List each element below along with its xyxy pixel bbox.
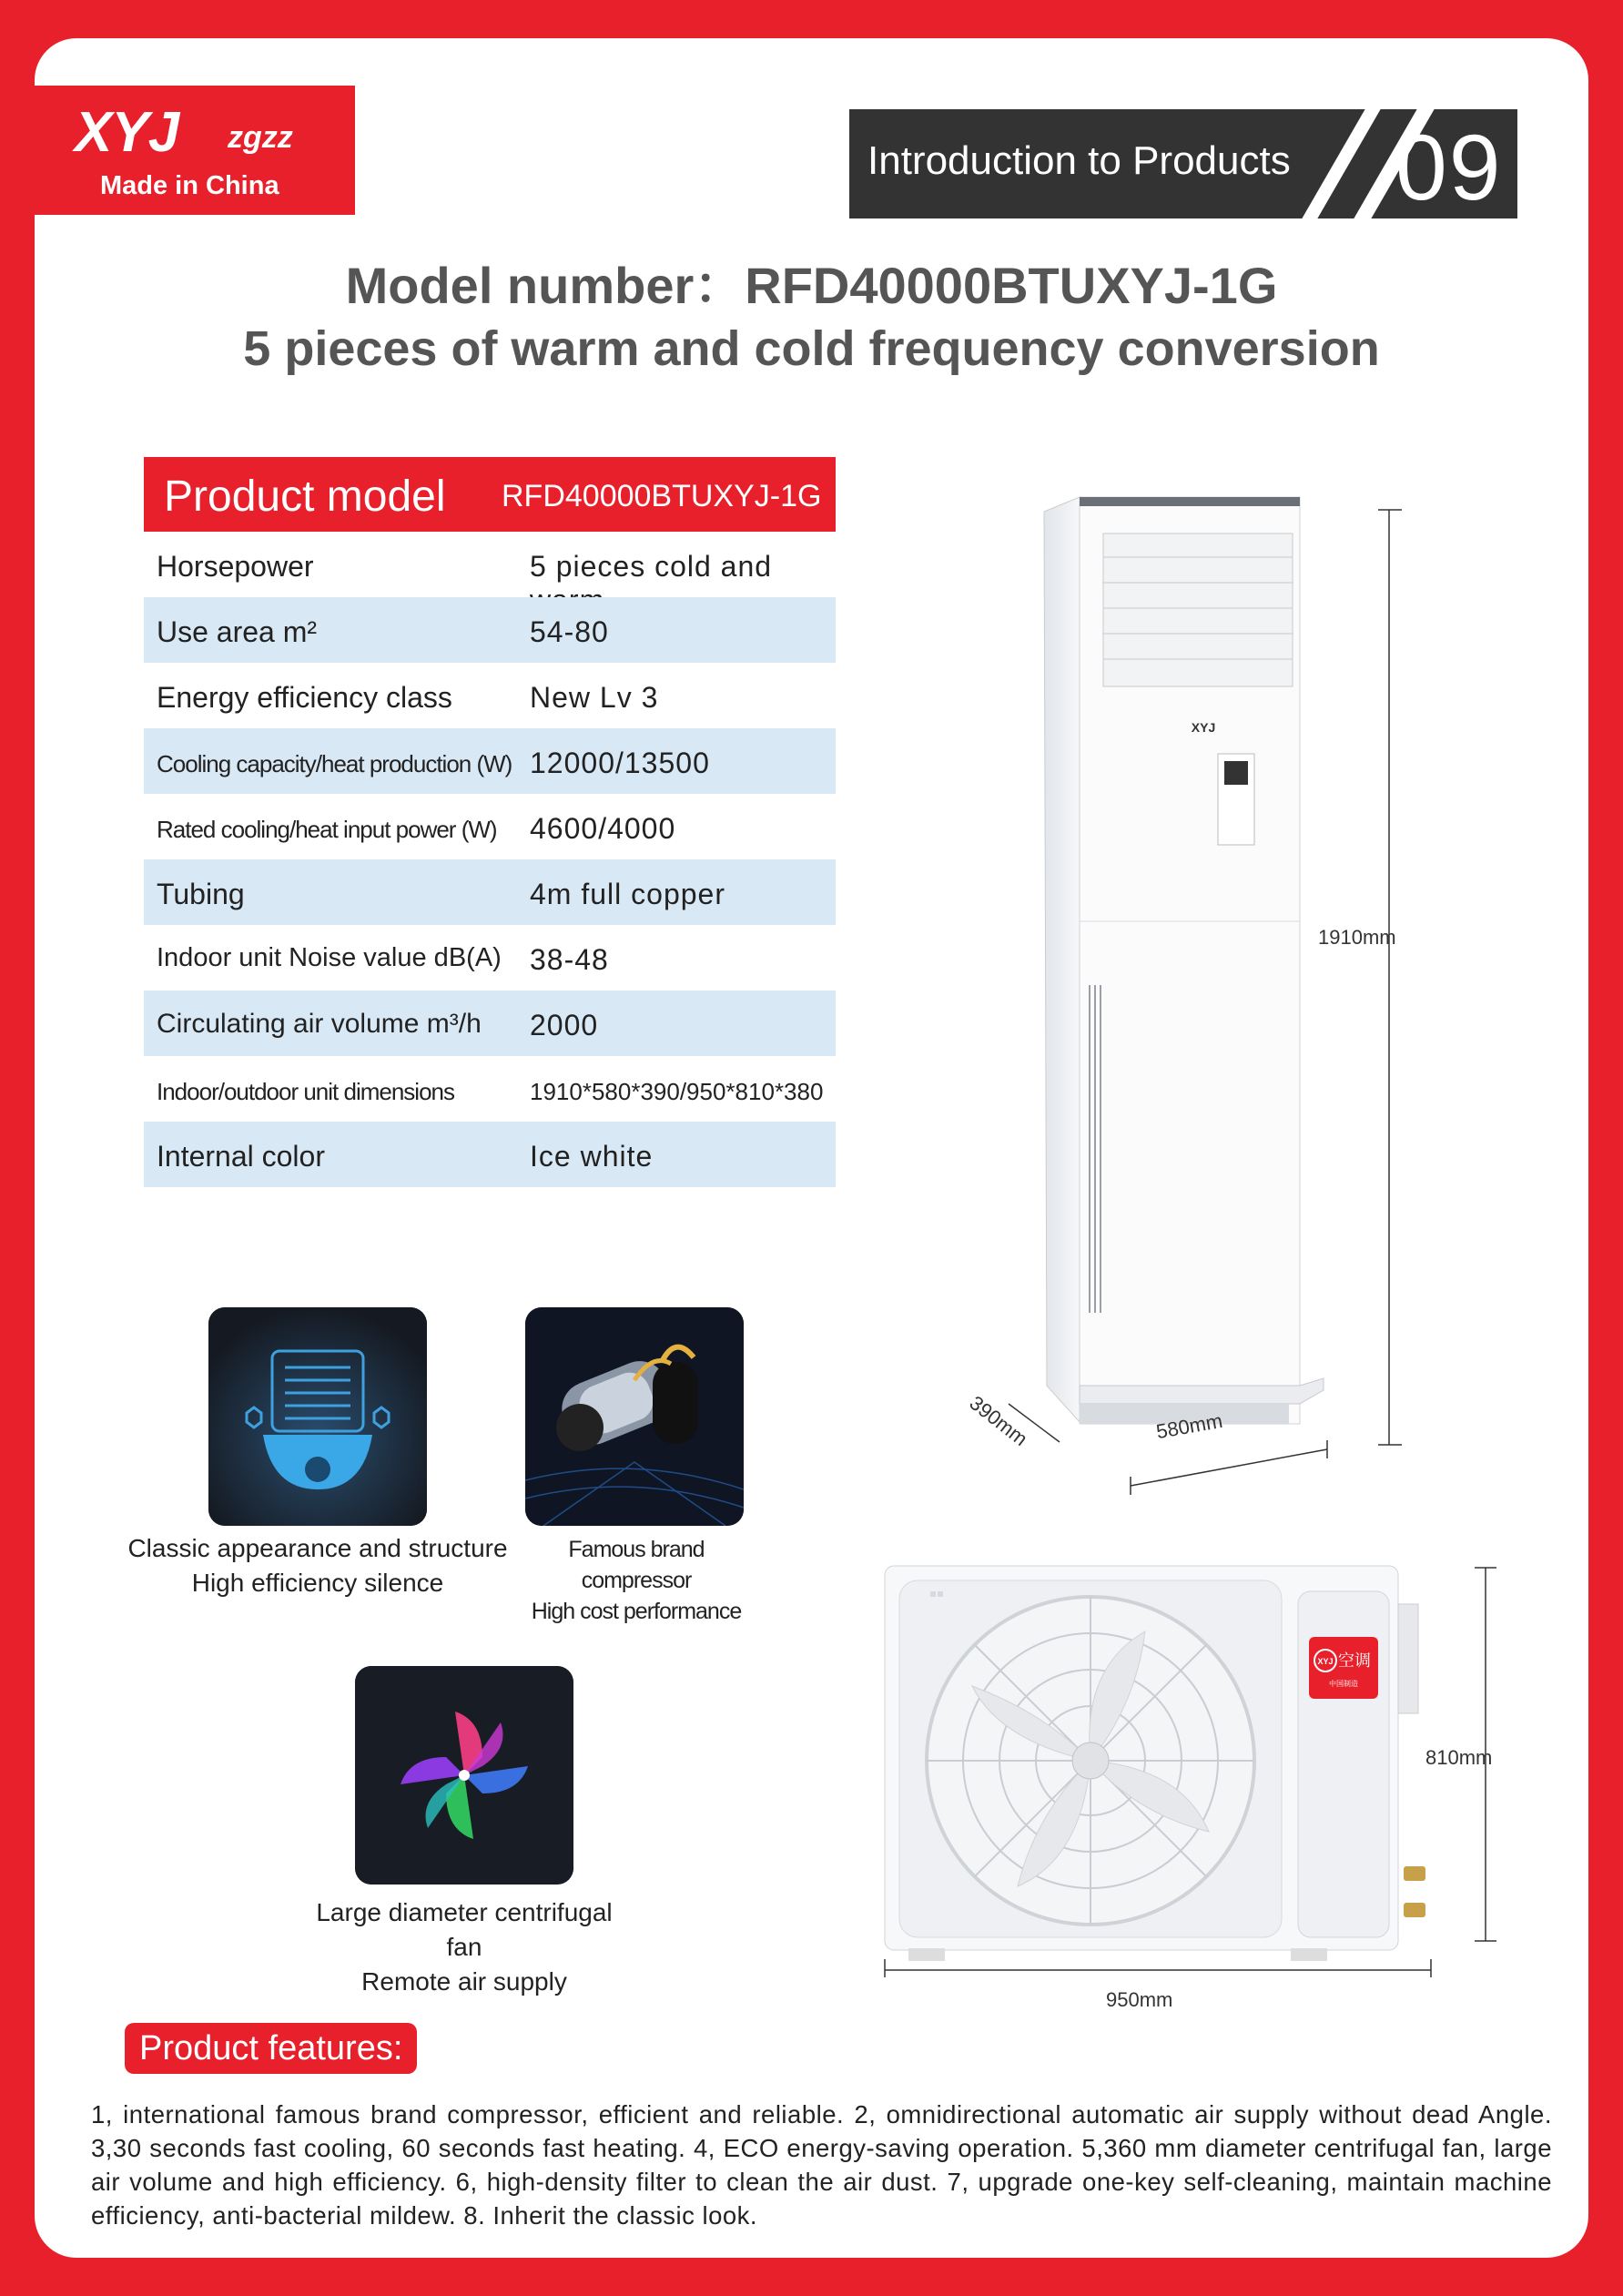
spec-row (144, 925, 836, 991)
spec-value: 4600/4000 (530, 812, 676, 845)
feature-fan-image (355, 1666, 573, 1885)
feature-caption-line2: High efficiency silence (191, 1568, 444, 1597)
model-title: Model number：RFD40000BTUXYJ-1G (345, 257, 1278, 314)
outdoor-height-label: 810mm (1425, 1746, 1493, 1769)
spec-key: Rated cooling/heat input power (W) (157, 816, 497, 843)
spec-key: Energy efficiency class (157, 681, 452, 714)
spec-value: 54-80 (530, 615, 609, 648)
spec-value: 12000/13500 (530, 747, 710, 779)
spec-table (144, 457, 836, 1187)
spec-row (144, 1056, 836, 1122)
page (35, 38, 1588, 2258)
spec-row (144, 728, 836, 794)
feature-caption-line2: Remote air supply (361, 1966, 567, 1996)
spec-key: Circulating air volume m³/h (157, 1009, 482, 1039)
outdoor-badge-brand: XYJ (1317, 1657, 1334, 1666)
spec-value: 4m full copper (530, 878, 725, 910)
spec-key: Horsepower (157, 550, 314, 583)
logo-made-in: Made in China (100, 171, 279, 200)
spec-row (144, 663, 836, 728)
spec-value: New Lv 3 (530, 681, 659, 714)
model-subtitle: 5 pieces of warm and cold frequency conversion (243, 321, 1380, 376)
spec-row (144, 794, 836, 859)
section-number: 09 (1395, 116, 1503, 219)
indoor-unit-brand: XYJ (1191, 720, 1216, 735)
spec-key: Use area m² (157, 615, 318, 648)
brand-logo (35, 86, 355, 215)
outdoor-unit-image (872, 1559, 1509, 1977)
logo-brand: XYJ (75, 101, 179, 164)
indoor-width-label: 580mm (1154, 1408, 1224, 1444)
logo-sub: zgzz (228, 120, 293, 155)
spec-key: Indoor unit Noise value dB(A) (157, 943, 502, 972)
spec-row (144, 1122, 836, 1187)
feature-caption-line1: Large diameter centrifugal fan (316, 1898, 613, 1961)
feature-compressor-image (525, 1307, 744, 1526)
spec-key: Tubing (157, 878, 245, 910)
fan-icon (355, 1666, 573, 1885)
outdoor-badge-text: 空调 (1338, 1651, 1371, 1671)
feature-caption (527, 1535, 746, 1627)
feature-caption-line1: Classic appearance and structure (127, 1534, 508, 1562)
feature-caption-line1: Famous brand compressor (568, 1537, 705, 1593)
indoor-depth-label: 390mm (965, 1391, 1032, 1451)
section-label: Introduction to Products (867, 138, 1291, 183)
spec-key: Indoor/outdoor unit dimensions (157, 1078, 455, 1105)
spec-value: 38-48 (530, 943, 609, 976)
feature-caption-line2: High cost performance (531, 1598, 742, 1624)
spec-header-value: RFD40000BTUXYJ-1G (502, 479, 822, 513)
outdoor-width-label: 950mm (1102, 1988, 1176, 2012)
outdoor-badge-sub: 中国制造 (1329, 1680, 1358, 1688)
spec-value: 5 pieces cold and (530, 550, 773, 583)
spec-header-key: Product model (164, 472, 446, 521)
indoor-unit-image (967, 457, 1549, 1495)
spec-row (144, 991, 836, 1056)
indoor-height-label: 1910mm (1318, 926, 1396, 949)
spec-value: Ice white (530, 1140, 654, 1173)
spec-key: Cooling capacity/heat production (W) (157, 750, 512, 777)
compressor-icon (525, 1307, 744, 1526)
spec-row (144, 532, 836, 597)
structure-icon (208, 1307, 427, 1526)
spec-row (144, 859, 836, 925)
feature-caption (124, 1531, 512, 1600)
spec-key: Internal color (157, 1140, 325, 1173)
feature-structure-image (208, 1307, 427, 1526)
product-features-text: 1, international famous brand compressor, efficient and reliable. 2, omnidirectional automatic air supply without dead Angle. 3,30 seconds fast cooling, 60 seconds fast heating. 4, ECO energy-saving operation. 5,360 mm diameter centrifugal fan, large air volume and high efficiency. 6, high-density filter to clean the air dust. 7, upgrade one-key self-cleaning, maintain machine efficiency, anti-bacterial mildew. 8. Inherit the classic look. (91, 2100, 1552, 2230)
spec-header (144, 457, 836, 532)
spec-row (144, 597, 836, 663)
feature-caption (302, 1895, 626, 1998)
product-features-label: Product features: (125, 2023, 417, 2074)
spec-value: 1910*580*390/950*810*380 (530, 1078, 824, 1105)
spec-value: 2000 (530, 1009, 599, 1041)
section-badge (849, 109, 1517, 218)
